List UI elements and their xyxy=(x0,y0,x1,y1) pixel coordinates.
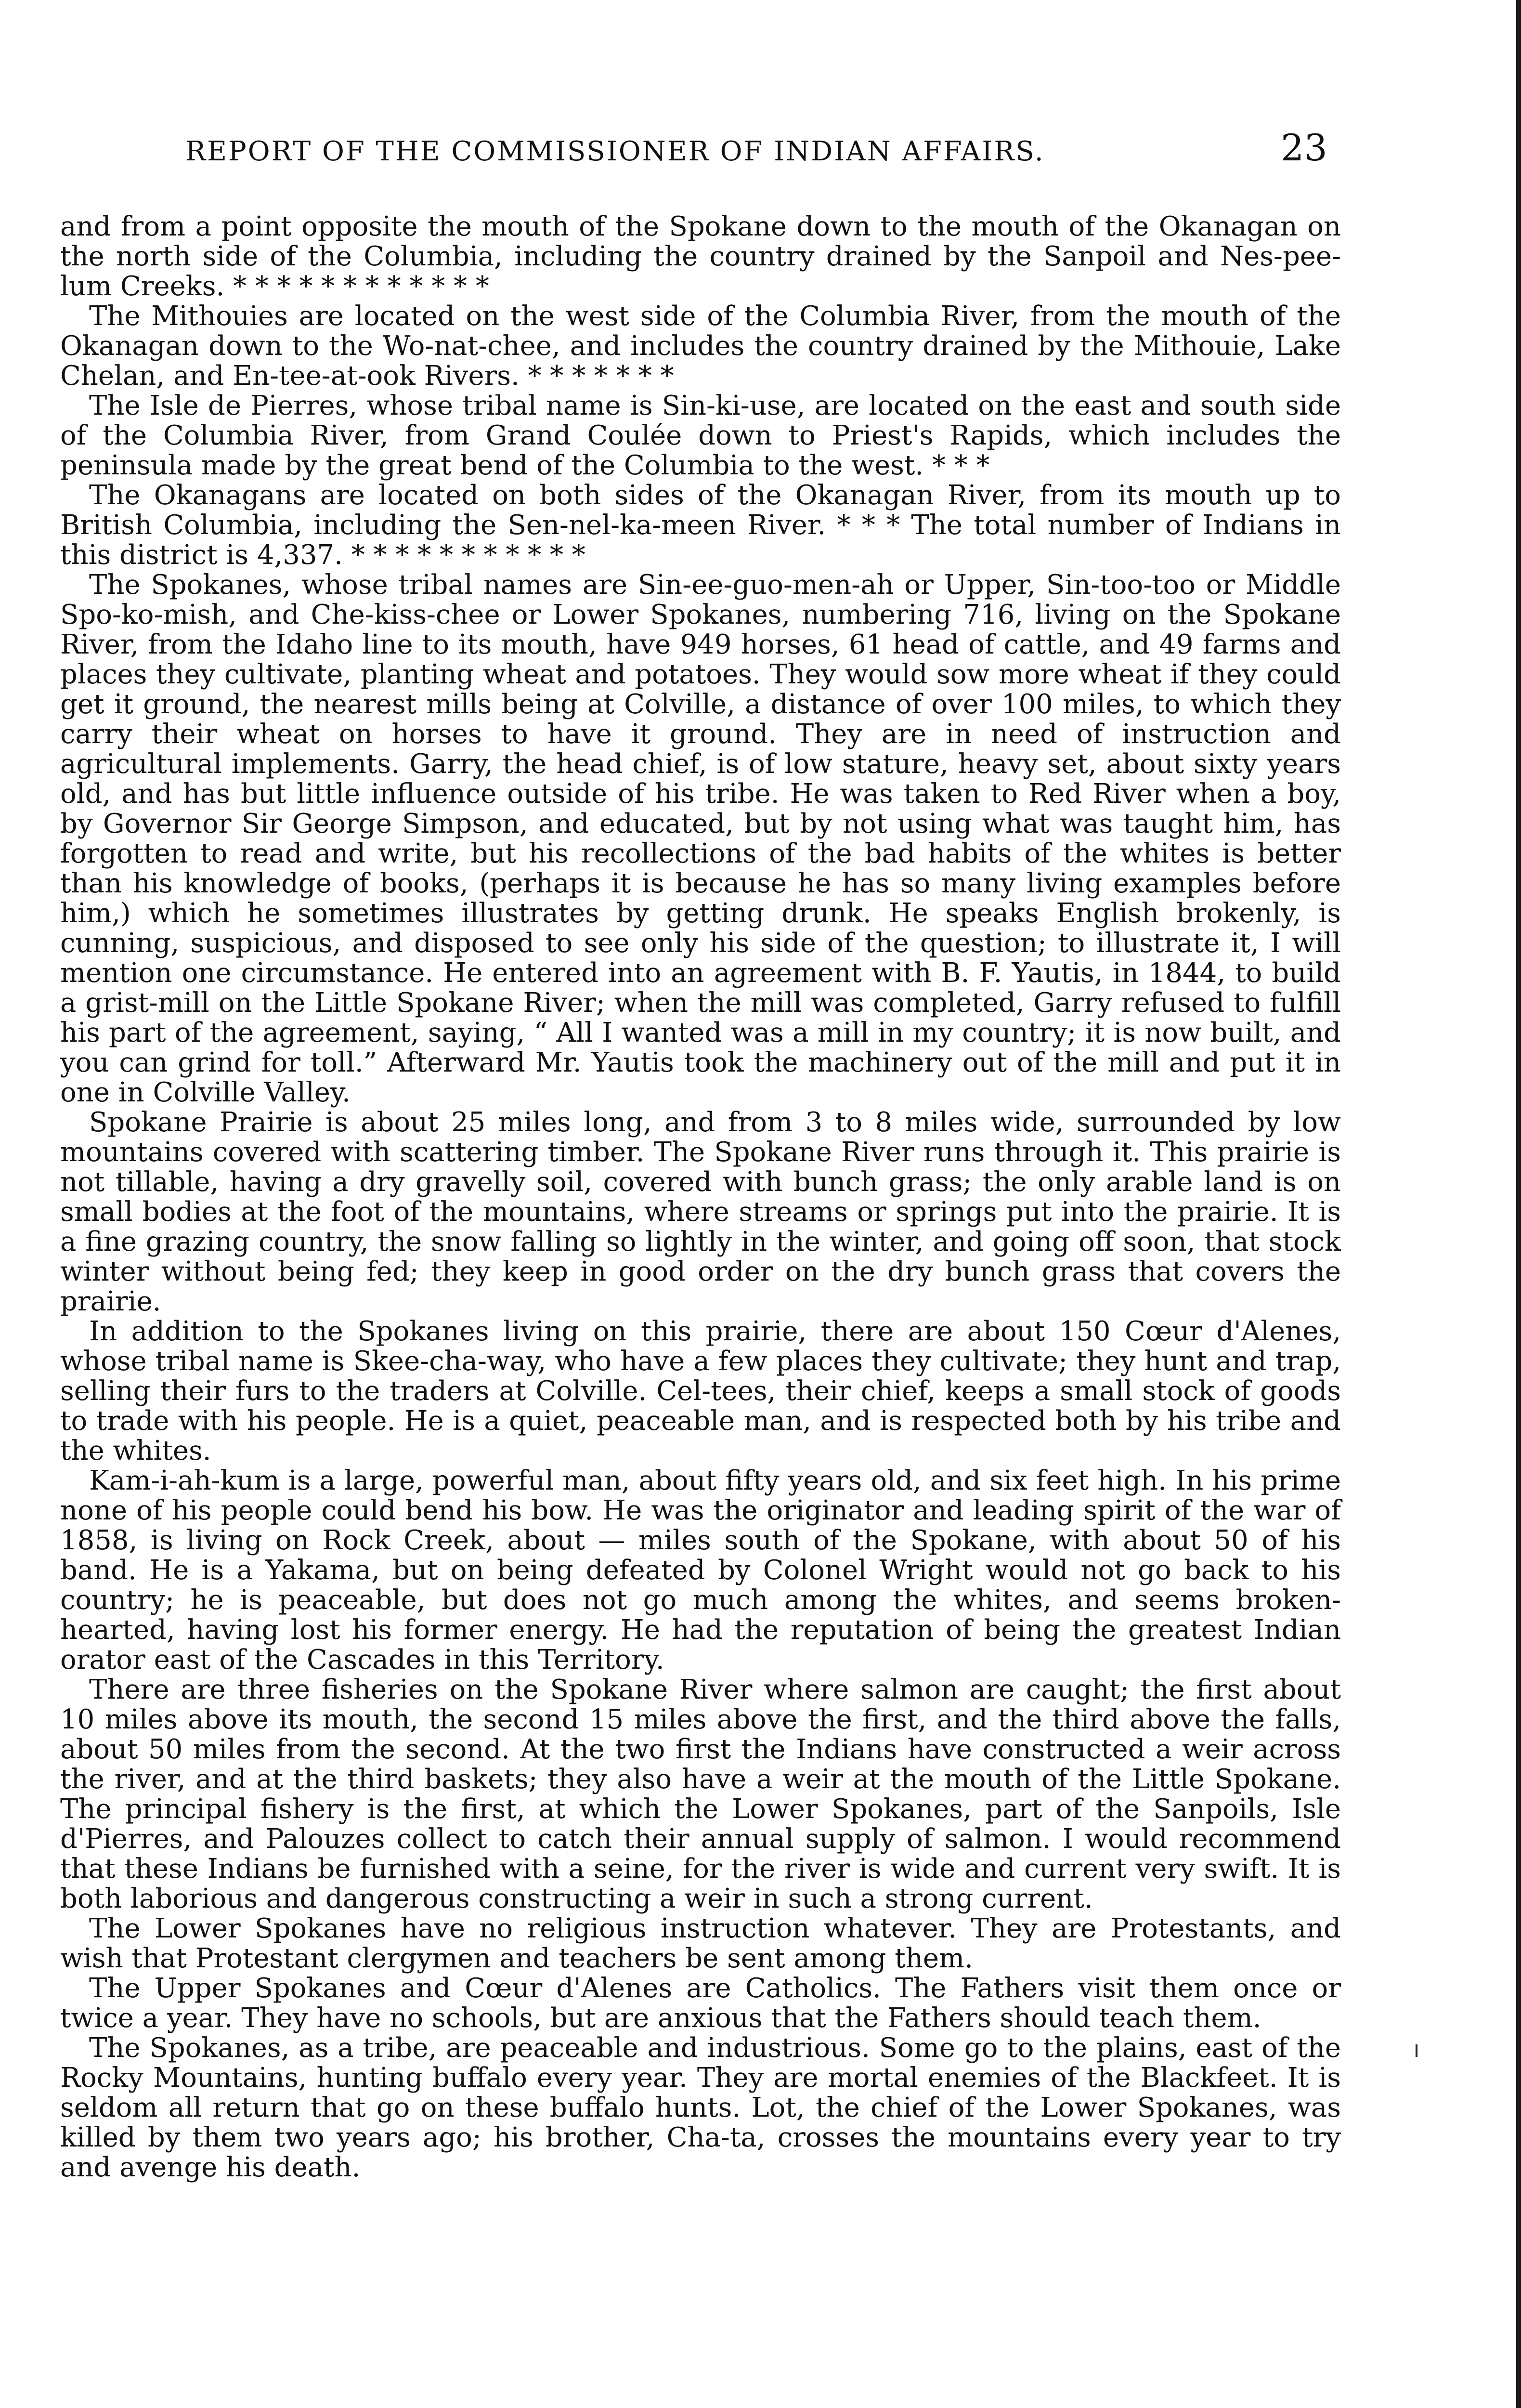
page-edge xyxy=(1516,0,1521,2408)
paragraph-okanagans: The Okanagans are located on both sides of the Okanagan River, from its mouth up to British Columbia, including the Sen-nel-ka-meen River. * * * The total number of Indians in this district is 4,337. * * * * * * * * * * * xyxy=(60,480,1341,571)
paragraph-upper-spokanes-catholics: The Upper Spokanes and Cœur d'Alenes are Catholics. The Fathers visit them once or twice a year. They have no schools, but are anxious that the Fathers should teach them. xyxy=(60,1973,1341,2034)
paragraph-isle-de-pierres: The Isle de Pierres, whose tribal name is Sin-ki-use, are located on the east and south side of the Columbia River, from Grand Coulée down to Priest's Rapids, which includes the peninsula made by the great bend of the Columbia to the west. * * * xyxy=(60,390,1341,481)
paragraph-mithouies: The Mithouies are located on the west side of the Columbia River, from the mouth of the Okanagan down to the Wo-nat-chee, and includes the country drained by the Mithouie, Lake Chelan, and En-tee-at-ook Rivers. * * * * * * * xyxy=(60,301,1341,392)
body-text xyxy=(60,212,1341,2183)
paragraph-continued: and from a point opposite the mouth of the Spokane down to the mouth of the Okanagan on the north side of the Columbia, including the country drained by the Sanpoil and Nes-pee-lum Creeks. * * * * * * * * * * * * xyxy=(60,211,1341,302)
paragraph-spokane-prairie: Spokane Prairie is about 25 miles long, and from 3 to 8 miles wide, surrounded by low mountains covered with scattering timber. The Spokane River runs through it. This prairie is not tillable, having a dry gravelly soil, covered with bunch grass; the only arable land is on small bodies at the foot of the mountains, where streams or springs put into the prairie. It is a fine grazing country, the snow falling so lightly in the winter, and going off soon, that stock winter without being fed; they keep in good order on the dry bunch grass that covers the prairie. xyxy=(60,1107,1341,1317)
paragraph-coeur-dalenes: In addition to the Spokanes living on this prairie, there are about 150 Cœur d'Alenes, whose tribal name is Skee-cha-way, who have a few places they cultivate; they hunt and trap, selling their furs to the traders at Colville. Cel-tees, their chief, keeps a small stock of goods to trade with his people. He is a quiet, peaceable man, and is respected both by his tribe and the whites. xyxy=(60,1316,1341,1466)
page-number: 23 xyxy=(1281,126,1327,169)
margin-mark xyxy=(1416,2044,1417,2057)
paragraph-lower-spokanes-religion: The Lower Spokanes have no religious instruction whatever. They are Protestants, and wish that Protestant clergymen and teachers be sent among them. xyxy=(60,1913,1341,1974)
paragraph-spokanes: The Spokanes, whose tribal names are Sin-ee-guo-men-ah or Upper, Sin-too-too or Middle Spo-ko-mish, and Che-kiss-chee or Lower Spokanes, numbering 716, living on the Spokane River, from the Idaho line to its mouth, have 949 horses, 61 head of cattle, and 49 farms and places they cultivate, planting wheat and potatoes. They would sow more wheat if they could get it ground, the nearest mills being at Colville, a distance of over 100 miles, to which they carry their wheat on horses to have it ground. They are in need of instruction and agricultural implements. Garry, the head chief, is of low stature, heavy set, about sixty years old, and has but little influence outside of his tribe. He was taken to Red River when a boy, by Governor Sir George Simpson, and educated, but by not using what was taught him, has forgotten to read and write, but his recollections of the bad habits of the whites is better than his knowledge of books, (perhaps it is because he has so many living examples before him,) which he sometimes illustrates by getting drunk. He speaks English brokenly, is cunning, suspicious, and disposed to see only his side of the question; to illustrate it, I will mention one circumstance. He entered into an agreement with B. F. Yautis, in 1844, to build a grist-mill on the Little Spokane River; when the mill was completed, Garry refused to fulfill his part of the agreement, saying, “ All I wanted was a mill in my country; it is now built, and you can grind for toll.” Afterward Mr. Yautis took the machinery out of the mill and put it in one in Colville Valley. xyxy=(60,569,1341,1108)
paragraph-spokanes-tribe: The Spokanes, as a tribe, are peaceable and industrious. Some go to the plains, east of the Rocky Mountains, hunting buffalo every year. They are mortal enemies of the Blackfeet. It is seldom all return that go on these buffalo hunts. Lot, the chief of the Lower Spokanes, was killed by them two years ago; his brother, Cha-ta, crosses the mountains every year to try and avenge his death. xyxy=(60,2032,1341,2183)
paragraph-fisheries: There are three fisheries on the Spokane River where salmon are caught; the first about 10 miles above its mouth, the second 15 miles above the first, and the third above the falls, about 50 miles from the second. At the two first the Indians have constructed a weir across the river, and at the third baskets; they also have a weir at the mouth of the Little Spokane. The principal fishery is the first, at which the Lower Spokanes, part of the Sanpoils, Isle d'Pierres, and Palouzes collect to catch their annual supply of salmon. I would recommend that these Indians be furnished with a seine, for the river is wide and current very swift. It is both laborious and dangerous constructing a weir in such a strong current. xyxy=(60,1674,1341,1914)
running-header: REPORT OF THE COMMISSIONER OF INDIAN AFFAIRS. xyxy=(185,136,1045,167)
paragraph-kam-i-ah-kum: Kam-i-ah-kum is a large, powerful man, about fifty years old, and six feet high. In his prime none of his people could bend his bow. He was the originator and leading spirit of the war of 1858, is living on Rock Creek, about — miles south of the Spokane, with about 50 of his band. He is a Yakama, but on being defeated by Colonel Wright would not go back to his country; he is peaceable, but does not go much among the whites, and seems broken-hearted, having lost his former energy. He had the reputation of being the greatest Indian orator east of the Cascades in this Territory. xyxy=(60,1465,1341,1675)
